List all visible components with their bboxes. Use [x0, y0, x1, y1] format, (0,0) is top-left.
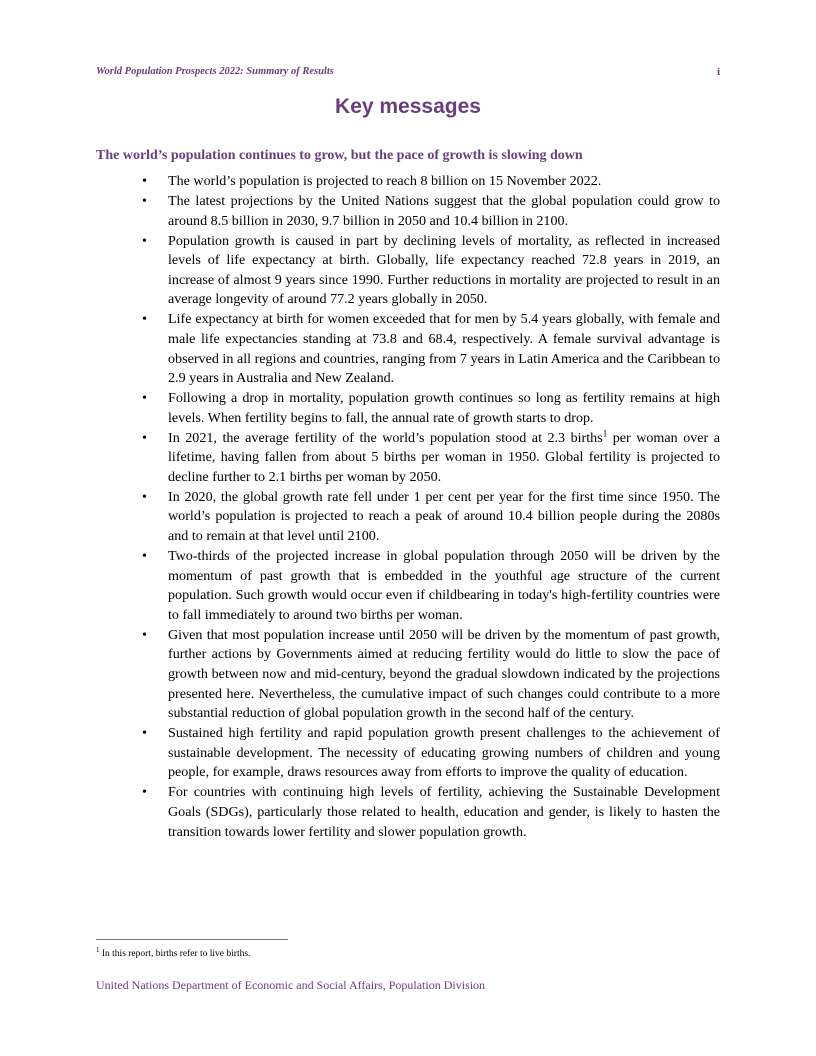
bullet-icon: • [142, 489, 147, 505]
list-item [142, 488, 720, 547]
page-title: Key messages [335, 95, 481, 118]
bullet-text: Two-thirds of the projected increase in global population through 2050 will be driven by the momentum of past growth that is embedded in the youthful age structure of the current population. Such growth would occur even if childbearing in today's high-fertility countries were to fall immediately to around two births per woman. [168, 548, 720, 623]
list-item [142, 192, 720, 231]
bullet-text: The latest projections by the United Nations suggest that the global population could grow to around 8.5 billion in 2030, 9.7 billion in 2050 and 10.4 billion in 2100. [168, 192, 720, 229]
footnote [96, 946, 250, 959]
bullet-icon: • [142, 193, 147, 209]
bullet-text: Following a drop in mortality, population growth continues so long as fertility remains at high levels. When fertility begins to fall, the annual rate of growth starts to drop. [168, 390, 720, 426]
page-number: i [716, 66, 720, 78]
running-header [96, 66, 720, 82]
bullet-text: Given that most population increase until 2050 will be driven by the momentum of past growth, further actions by Governments aimed at reducing fertility would do little to slow the pace of growth between now and mid-century, beyond the gradual slowdown indicated by the projections presented here. Nevertheless, the cumulative impact of such changes could contribute to a more substantial reduction of global population growth in the second half of the century. [168, 626, 720, 722]
bullet-icon: • [142, 233, 147, 249]
list-item [142, 310, 720, 388]
section-title: The world’s population continues to grow, but the pace of growth is slowing down [96, 148, 583, 163]
bullet-icon: • [142, 391, 147, 407]
bullet-icon: • [142, 785, 147, 801]
list-item [142, 547, 720, 625]
bullet-text: In 2020, the global growth rate fell under 1 per cent per year for the first time since 1950. The world’s population is projected to reach a peak of around 10.4 billion people during the 2080s and to remain at that level until 2100. [168, 488, 720, 545]
running-title: World Population Prospects 2022: Summary of Results [96, 66, 334, 77]
page-footer: United Nations Department of Economic and Social Affairs, Population Division [96, 978, 486, 992]
bullet-text-before-ref: In 2021, the average fertility of the world’s population stood at 2.3 births [168, 429, 603, 446]
bullet-icon: • [142, 174, 147, 189]
list-item [142, 783, 720, 842]
bullet-icon: • [142, 726, 147, 742]
bullet-text: For countries with continuing high levels of fertility, achieving the Sustainable Development Goals (SDGs), particularly those related to health, education and gender, is likely to hasten the transition towards lower fertility and slower population growth. [168, 784, 720, 840]
bullet-icon: • [142, 312, 147, 328]
bullet-list [142, 172, 720, 842]
bullet-icon: • [142, 549, 147, 565]
bullet-text-after-ref: per woman over a lifetime, having fallen from about 5 births per woman in 1950. Global fertility is projected to decline further to 2.1 births per woman by 2050. [168, 429, 720, 485]
footnote-divider [96, 939, 288, 940]
list-item [142, 232, 720, 310]
list-item [142, 172, 720, 192]
list-item [142, 429, 720, 488]
list-item [142, 626, 720, 724]
bullet-text: Life expectancy at birth for women exceeded that for men by 5.4 years globally, with female and male life expectancies standing at 73.8 and 68.4, respectively. A female survival advantage is observed in all regions and countries, ranging from 7 years in Latin America and the Caribbean to 2.9 years in Australia and New Zealand. [168, 311, 720, 387]
footnote-text: In this report, births refer to live births. [99, 949, 251, 960]
bullet-icon: • [142, 627, 147, 643]
list-item [142, 724, 720, 783]
bullet-text: Population growth is caused in part by declining levels of mortality, as reflected in increased levels of life expectancy at birth. Globally, life expectancy reached 72.8 years in 2019, an increase of almost 9 years since 1990. Further reductions in mortality are projected to result in an average longevity of around 77.2 years globally in 2050. [168, 232, 720, 308]
bullet-icon: • [142, 430, 147, 446]
bullet-text: The world’s population is projected to reach 8 billion on 15 November 2022. [168, 173, 602, 189]
footnote-reference[interactable]: 1 [602, 427, 608, 438]
footnote-marker: 1 [96, 946, 100, 954]
bullet-text: Sustained high fertility and rapid population growth present challenges to the achievement of sustainable development. The necessity of educating growing numbers of children and young people, for example, draws resources away from efforts to improve the quality of education. [168, 725, 720, 781]
list-item [142, 389, 720, 428]
